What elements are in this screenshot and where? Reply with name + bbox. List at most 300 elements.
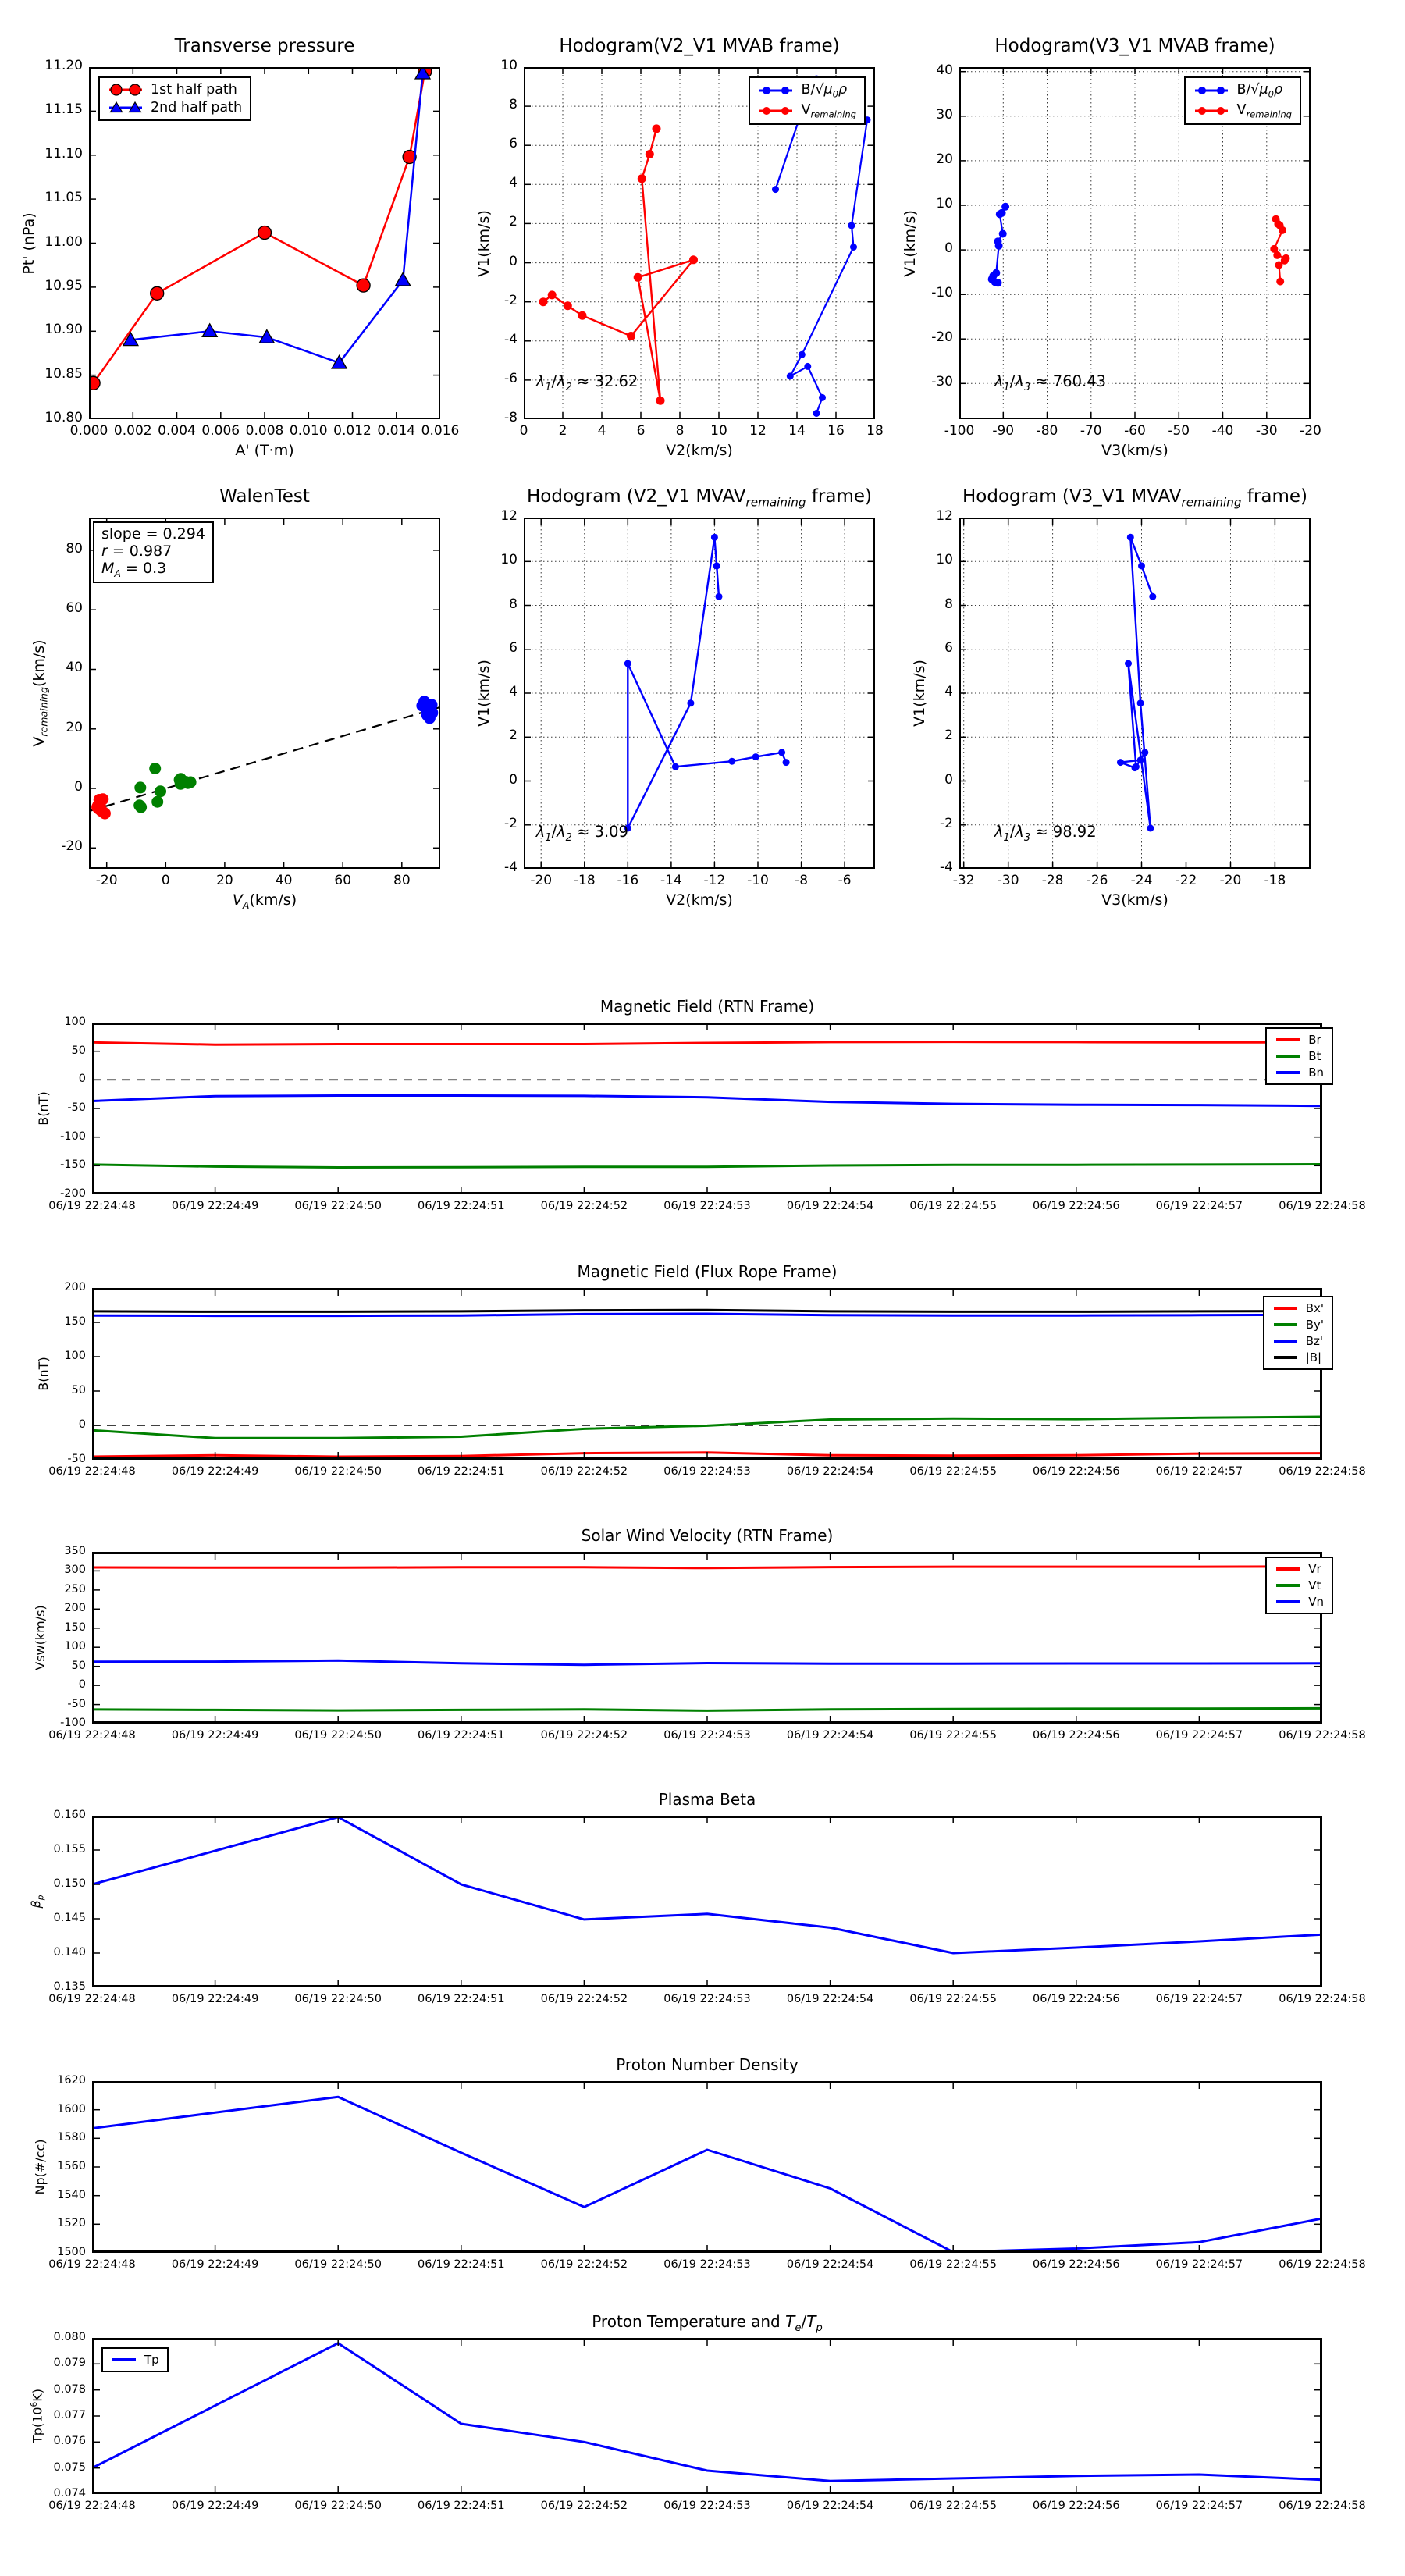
y-tick-label: 11.00 [44, 233, 83, 250]
legend-item [1275, 1578, 1324, 1592]
legend-sample [1275, 1596, 1301, 1607]
y-tick-label: 100 [64, 1640, 86, 1653]
y-tick-label: 10 [500, 58, 518, 73]
x-tick-label: 20 [216, 873, 233, 888]
x-tick-label: 06/19 22:24:54 [786, 1729, 874, 1742]
x-tick-label: 0.016 [421, 423, 460, 439]
x-tick-label: 0 [519, 423, 528, 439]
legend-item-label: Br [1308, 1033, 1321, 1047]
hodogram-v2v1-mvav-plot-area [524, 518, 875, 869]
legend-item-label: Tp [144, 2353, 159, 2367]
y-tick-label: 0.080 [53, 2331, 86, 2343]
x-tick-label: 06/19 22:24:48 [48, 2500, 136, 2512]
hodogram-v3v1-mvab-ylabel: V1(km/s) [902, 209, 919, 277]
hodogram-v3v1-mvav-title: Hodogram (V3_V1 $MVAV_{remaining}$ frame) [962, 486, 1307, 510]
y-tick-label: -6 [504, 370, 518, 386]
y-tick-label: 10 [936, 195, 953, 212]
x-tick-label: 06/19 22:24:52 [540, 1465, 628, 1478]
vsw-rtn-ylabel: Vsw(km/s) [32, 1605, 48, 1670]
y-tick-label: 0 [944, 240, 953, 257]
y-tick-label: 300 [64, 1564, 86, 1577]
legend-sample [1272, 1319, 1299, 1330]
y-tick-label: 50 [71, 1044, 86, 1057]
y-tick-label: 0.155 [53, 1843, 86, 1856]
y-tick-label: 6 [509, 639, 518, 656]
x-tick-label: 06/19 22:24:58 [1279, 2500, 1366, 2512]
walen-test-infobox [93, 521, 214, 583]
legend-item [758, 102, 856, 120]
infobox-line: slope = 0.294 [101, 525, 205, 543]
y-tick-label: 0.077 [53, 2409, 86, 2421]
y-tick-label: 6 [944, 639, 953, 656]
y-tick-label: 0 [78, 1678, 86, 1692]
y-tick-label: 4 [509, 684, 518, 699]
x-tick-label: 06/19 22:24:49 [171, 2500, 259, 2512]
x-tick-label: -16 [617, 873, 639, 888]
y-tick-label: 0 [944, 771, 953, 788]
x-tick-label: 06/19 22:24:54 [786, 2500, 874, 2512]
x-tick-label: -8 [795, 873, 809, 888]
x-tick-label: 0.002 [113, 423, 152, 439]
y-tick-label: -50 [67, 1101, 86, 1114]
x-tick-label: 0.010 [289, 423, 328, 439]
y-tick-label: -100 [60, 1130, 86, 1143]
x-tick-label: 06/19 22:24:56 [1033, 1465, 1120, 1478]
x-tick-label: 06/19 22:24:57 [1155, 2258, 1243, 2271]
x-tick-label: 80 [393, 873, 411, 888]
y-tick-label: 0.079 [53, 2357, 86, 2370]
proton-density-title: Proton Number Density [616, 2055, 799, 2074]
proton-temp-title: Proton Temperature and $T_e/T_p$ [592, 2312, 823, 2334]
series-br-line [92, 1042, 1322, 1045]
x-tick-label: 06/19 22:24:52 [540, 2500, 628, 2512]
legend-item [108, 100, 242, 116]
x-tick-label: -32 [952, 873, 975, 888]
series-vr-line [92, 1567, 1322, 1568]
y-tick-label: 11.20 [44, 58, 83, 73]
x-tick-label: 06/19 22:24:52 [540, 1200, 628, 1212]
series-tp-line [92, 2343, 1322, 2482]
legend-item-label: |B| [1305, 1350, 1322, 1364]
x-tick-label: -20 [530, 873, 553, 888]
x-tick-label: -50 [1168, 423, 1190, 439]
x-tick-label: 06/19 22:24:50 [294, 1729, 382, 1742]
x-tick-label: 06/19 22:24:51 [418, 1993, 505, 2005]
x-tick-label: 06/19 22:24:49 [171, 1993, 259, 2005]
legend-item [1272, 1301, 1324, 1315]
y-tick-label: 150 [64, 1315, 86, 1328]
y-tick-label: 40 [936, 62, 953, 78]
legend-item-label: By' [1305, 1318, 1324, 1332]
y-tick-label: 0.160 [53, 1809, 86, 1821]
y-tick-label: 30 [936, 106, 953, 123]
series-by-prime-line [92, 1417, 1322, 1438]
x-tick-label: 06/19 22:24:58 [1279, 1993, 1366, 2005]
x-tick-label: 06/19 22:24:55 [909, 2258, 997, 2271]
y-tick-label: 60 [66, 600, 83, 617]
legend-sample [111, 2354, 137, 2365]
y-tick-label: -2 [504, 292, 518, 308]
x-tick-label: -22 [1175, 873, 1197, 888]
x-tick-label: 18 [866, 423, 884, 439]
series-bn-line [92, 1096, 1322, 1106]
x-tick-label: -80 [1036, 423, 1058, 439]
x-tick-label: 06/19 22:24:54 [786, 1465, 874, 1478]
plasma-beta-ylabel: $\beta_p$ [28, 1895, 46, 1909]
x-tick-label: 06/19 22:24:56 [1033, 2500, 1120, 2512]
legend-item-label: $V_{remaining}$ [1236, 101, 1292, 119]
x-tick-label: 06/19 22:24:51 [418, 1465, 505, 1478]
legend-sample [1275, 1051, 1301, 1062]
legend-item [111, 2353, 159, 2367]
y-tick-label: 2 [509, 728, 518, 744]
x-tick-label: 06/19 22:24:50 [294, 2258, 382, 2271]
x-tick-label: 06/19 22:24:57 [1155, 1465, 1243, 1478]
x-tick-label: 06/19 22:24:51 [418, 2258, 505, 2271]
y-tick-label: 12 [500, 508, 518, 524]
annotation: $\lambda_1/\lambda_3 \approx 760.43$ [994, 372, 1107, 394]
x-tick-label: -12 [703, 873, 726, 888]
x-tick-label: -10 [747, 873, 769, 888]
b-rtn-legend [1265, 1027, 1333, 1085]
x-tick-label: 06/19 22:24:52 [540, 2258, 628, 2271]
x-tick-label: 06/19 22:24:50 [294, 2500, 382, 2512]
y-tick-label: 11.05 [44, 190, 83, 206]
proton-temp-legend [101, 2347, 169, 2372]
b-fluxrope-title: Magnetic Field (Flux Rope Frame) [577, 1262, 838, 1281]
legend-sample [758, 104, 794, 118]
x-tick-label: 06/19 22:24:53 [663, 2500, 751, 2512]
legend-item [1272, 1318, 1324, 1332]
x-tick-label: 06/19 22:24:53 [663, 1200, 751, 1212]
proton-density-ylabel: Np(#/cc) [32, 2139, 48, 2195]
x-tick-label: -6 [838, 873, 852, 888]
x-tick-label: 10 [710, 423, 727, 439]
annotation: $\lambda_1/\lambda_2 \approx 3.09$ [535, 822, 628, 844]
b-rtn-ylabel: B(nT) [35, 1091, 51, 1126]
x-tick-label: 06/19 22:24:57 [1155, 2500, 1243, 2512]
x-tick-label: 06/19 22:24:53 [663, 1993, 751, 2005]
y-tick-label: 1540 [57, 2188, 86, 2201]
x-tick-label: 06/19 22:24:56 [1033, 1993, 1120, 2005]
legend-item [758, 82, 856, 100]
hodogram-v3v1-mvav-ylabel: V1(km/s) [911, 660, 929, 727]
y-tick-label: 150 [64, 1621, 86, 1634]
infobox-line: $M_A = 0.3$ [101, 560, 167, 579]
y-tick-label: 11.10 [44, 145, 83, 162]
y-tick-label: 40 [66, 660, 83, 676]
y-tick-label: -2 [504, 815, 518, 831]
legend-item [1272, 1334, 1324, 1348]
y-tick-label: 0.075 [53, 2460, 86, 2474]
x-tick-label: 06/19 22:24:57 [1155, 1200, 1243, 1212]
annotation: $\lambda_1/\lambda_2 \approx 32.62$ [535, 372, 638, 394]
y-tick-label: -4 [504, 331, 518, 347]
y-tick-label: 1620 [57, 2074, 86, 2087]
y-tick-label: 0.135 [53, 1980, 86, 1993]
x-tick-label: 06/19 22:24:56 [1033, 2258, 1120, 2271]
legend-item-label: $V_{remaining}$ [801, 101, 856, 119]
y-tick-label: 0.076 [53, 2435, 86, 2448]
y-tick-label: 12 [936, 508, 953, 524]
y-tick-label: 1560 [57, 2160, 86, 2172]
x-tick-label: 0.006 [201, 423, 240, 439]
y-tick-label: 0 [78, 1418, 86, 1431]
series-cluster-blue-markers [416, 696, 438, 724]
y-tick-label: -20 [61, 838, 83, 855]
y-tick-label: 1520 [57, 2217, 86, 2230]
hodogram-v3v1-mvab-xlabel: V3(km/s) [1101, 442, 1168, 459]
series-vn-line [92, 1660, 1322, 1664]
x-tick-label: 2 [558, 423, 567, 439]
x-tick-label: -20 [1300, 423, 1321, 439]
series-beta-line [92, 1817, 1322, 1953]
legend-item-label: Vn [1308, 1595, 1324, 1609]
hodogram-v2v1-mvab-legend [749, 76, 866, 125]
y-tick-label: 0 [78, 1073, 86, 1086]
legend-sample [1272, 1352, 1299, 1363]
x-tick-label: 06/19 22:24:58 [1279, 2258, 1366, 2271]
y-tick-label: 10 [500, 552, 518, 568]
series-v-remaining-markers [539, 124, 699, 404]
y-tick-label: 10.95 [44, 277, 83, 294]
b-fluxrope-legend [1263, 1296, 1333, 1370]
x-tick-label: 12 [749, 423, 767, 439]
x-tick-label: -26 [1086, 873, 1108, 888]
y-tick-label: -8 [504, 410, 518, 425]
y-tick-label: 350 [64, 1545, 86, 1557]
y-tick-label: 6 [509, 136, 518, 152]
legend-item [1193, 102, 1292, 120]
y-tick-label: -200 [60, 1187, 86, 1200]
infobox-line: r = 0.987 [101, 543, 173, 560]
x-tick-label: 06/19 22:24:58 [1279, 1465, 1366, 1478]
x-tick-label: 06/19 22:24:49 [171, 1465, 259, 1478]
x-tick-label: 06/19 22:24:53 [663, 2258, 751, 2271]
legend-sample [108, 101, 144, 115]
y-tick-label: 80 [66, 540, 83, 557]
legend-item [1272, 1350, 1324, 1364]
legend-item-label: 2nd half path [151, 100, 243, 116]
y-tick-label: 10.85 [44, 365, 83, 382]
series-b-mag-line [92, 1310, 1322, 1311]
x-tick-label: 40 [275, 873, 293, 888]
legend-sample [1275, 1034, 1301, 1045]
y-tick-label: 1500 [57, 2246, 86, 2258]
x-tick-label: 06/19 22:24:48 [48, 2258, 136, 2271]
x-tick-label: 06/19 22:24:55 [909, 1200, 997, 1212]
x-tick-label: 06/19 22:24:58 [1279, 1200, 1366, 1212]
x-tick-label: 06/19 22:24:57 [1155, 1729, 1243, 1742]
series-bz-prime-line [92, 1314, 1322, 1316]
hodogram-v3v1-mvab-legend [1184, 76, 1301, 125]
y-tick-label: 100 [64, 1350, 86, 1362]
y-tick-label: 8 [509, 596, 518, 612]
x-tick-label: 0.000 [69, 423, 108, 439]
x-tick-label: 06/19 22:24:49 [171, 2258, 259, 2271]
x-tick-label: -100 [944, 423, 975, 439]
y-tick-label: 1600 [57, 2102, 86, 2115]
x-tick-label: -28 [1041, 873, 1064, 888]
legend-sample [758, 84, 794, 98]
transverse-pressure-title: Transverse pressure [174, 36, 355, 56]
x-tick-label: -40 [1211, 423, 1234, 439]
series-b-alfven-markers [988, 203, 1010, 287]
x-tick-label: 06/19 22:24:54 [786, 2258, 874, 2271]
series-b-alfven-markers [772, 76, 871, 418]
hodogram-v2v1-mvav-xlabel: V2(km/s) [666, 891, 733, 909]
y-tick-label: -20 [931, 329, 953, 346]
legend-item [1275, 1033, 1324, 1047]
x-tick-label: 6 [636, 423, 646, 439]
y-tick-label: 11.15 [44, 101, 83, 118]
x-tick-label: -70 [1080, 423, 1102, 439]
y-tick-label: -100 [60, 1717, 86, 1729]
legend-sample [108, 83, 144, 97]
plasma-beta-title: Plasma Beta [658, 1790, 756, 1809]
y-tick-label: 0.078 [53, 2382, 86, 2396]
legend-sample [1272, 1336, 1299, 1347]
legend-item [1193, 82, 1292, 100]
x-tick-label: -18 [1264, 873, 1286, 888]
proton-temp-plot-area [92, 2338, 1322, 2494]
legend-sample [1275, 1580, 1301, 1591]
y-tick-label: 2 [509, 214, 518, 230]
y-tick-label: 250 [64, 1582, 86, 1596]
y-tick-label: 200 [64, 1602, 86, 1615]
x-tick-label: 8 [675, 423, 685, 439]
x-tick-label: -20 [1219, 873, 1242, 888]
y-tick-label: 8 [944, 596, 953, 612]
y-tick-label: 20 [66, 719, 83, 735]
x-tick-label: 0.014 [377, 423, 416, 439]
legend-sample [1193, 84, 1229, 98]
x-tick-label: 06/19 22:24:48 [48, 1993, 136, 2005]
y-tick-label: 10 [936, 552, 953, 568]
legend-sample [1275, 1067, 1301, 1078]
y-tick-label: 0.150 [53, 1877, 86, 1890]
legend-sample [1272, 1303, 1299, 1314]
hodogram-v3v1-mvab-title: Hodogram(V3_V1 MVAB frame) [994, 36, 1275, 56]
legend-item [1275, 1562, 1324, 1576]
x-tick-label: 06/19 22:24:55 [909, 1729, 997, 1742]
y-tick-label: -4 [504, 859, 518, 875]
y-tick-label: 0.145 [53, 1912, 86, 1924]
hodogram-v2v1-mvav-ylabel: V1(km/s) [475, 660, 493, 727]
walen-test-title: WalenTest [219, 486, 310, 507]
series-bt-line [92, 1165, 1322, 1168]
x-tick-label: -30 [1255, 423, 1278, 439]
x-tick-label: 06/19 22:24:48 [48, 1465, 136, 1478]
hodogram-v2v1-mvab-title: Hodogram(V2_V1 MVAB frame) [559, 36, 840, 56]
y-tick-label: -10 [931, 285, 953, 301]
x-tick-label: 06/19 22:24:50 [294, 1465, 382, 1478]
legend-item [1275, 1049, 1324, 1063]
y-tick-label: 200 [64, 1281, 86, 1293]
hodogram-v2v1-mvab-xlabel: V2(km/s) [666, 442, 733, 459]
proton-density-plot-area [92, 2081, 1322, 2253]
series-vt-line [92, 1708, 1322, 1710]
x-tick-label: 06/19 22:24:55 [909, 1465, 997, 1478]
series-v-path-line [628, 537, 786, 828]
y-tick-label: 100 [64, 1016, 86, 1028]
x-tick-label: 16 [827, 423, 845, 439]
legend-item-label: Bz' [1305, 1334, 1323, 1348]
y-tick-label: 10.80 [44, 410, 83, 425]
vsw-rtn-plot-area [92, 1552, 1322, 1724]
x-tick-label: 06/19 22:24:52 [540, 1729, 628, 1742]
b-rtn-plot-area [92, 1023, 1322, 1194]
x-tick-label: 0 [161, 873, 170, 888]
x-tick-label: 06/19 22:24:54 [786, 1993, 874, 2005]
x-tick-label: 06/19 22:24:51 [418, 1729, 505, 1742]
series-v-remaining-line [543, 129, 694, 400]
walen-test-xlabel: $V_A(km/s)$ [232, 891, 297, 911]
x-tick-label: 06/19 22:24:55 [909, 2500, 997, 2512]
y-tick-label: 1580 [57, 2131, 86, 2144]
legend-item-label: 1st half path [151, 82, 237, 98]
legend-item-label: Vt [1308, 1578, 1321, 1592]
legend-item-label: Bx' [1305, 1301, 1324, 1315]
transverse-pressure-legend [98, 76, 251, 121]
x-tick-label: -90 [992, 423, 1015, 439]
hodogram-v2v1-mvab-ylabel: V1(km/s) [475, 209, 493, 277]
legend-item-label: $B/√\mu_0\rho$ [801, 82, 848, 100]
legend-item-label: Vr [1308, 1562, 1321, 1576]
x-tick-label: -30 [997, 873, 1019, 888]
x-tick-label: 0.004 [158, 423, 196, 439]
y-tick-label: 8 [509, 97, 518, 113]
x-tick-label: 06/19 22:24:48 [48, 1200, 136, 1212]
x-tick-label: 06/19 22:24:52 [540, 1993, 628, 2005]
series-np-line [92, 2097, 1322, 2252]
series-v-path-line [1121, 537, 1153, 828]
y-tick-label: 0 [509, 253, 518, 269]
y-tick-label: -50 [67, 1697, 86, 1710]
x-tick-label: 06/19 22:24:55 [909, 1993, 997, 2005]
x-tick-label: 06/19 22:24:49 [171, 1200, 259, 1212]
x-tick-label: -60 [1124, 423, 1146, 439]
x-tick-label: 06/19 22:24:56 [1033, 1729, 1120, 1742]
hodogram-v3v1-mvav-xlabel: V3(km/s) [1101, 891, 1168, 909]
x-tick-label: 06/19 22:24:49 [171, 1729, 259, 1742]
legend-item [1275, 1066, 1324, 1080]
x-tick-label: 06/19 22:24:53 [663, 1729, 751, 1742]
y-tick-label: 0 [509, 771, 518, 788]
transverse-pressure-xlabel: A' (T·m) [235, 442, 294, 459]
x-tick-label: 14 [788, 423, 806, 439]
y-tick-label: 2 [944, 728, 953, 744]
plasma-beta-plot-area [92, 1816, 1322, 1987]
series-fit-line-line [89, 707, 440, 811]
proton-temp-ylabel: $Tp(10^6K)$ [30, 2389, 45, 2443]
x-tick-label: 0.008 [245, 423, 284, 439]
series-cluster-green-markers [133, 763, 196, 813]
legend-item [108, 82, 242, 98]
y-tick-label: 4 [944, 684, 953, 699]
walen-test-ylabel: $V_{remaining}(km/s)$ [30, 639, 50, 747]
y-tick-label: 20 [936, 151, 953, 167]
y-tick-label: -30 [931, 374, 953, 390]
x-tick-label: 06/19 22:24:48 [48, 1729, 136, 1742]
legend-sample [1193, 104, 1229, 118]
y-tick-label: -150 [60, 1158, 86, 1172]
x-tick-label: 06/19 22:24:51 [418, 2500, 505, 2512]
y-tick-label: 0 [74, 779, 83, 795]
legend-sample [1275, 1564, 1301, 1574]
x-tick-label: 06/19 22:24:57 [1155, 1993, 1243, 2005]
x-tick-label: -14 [660, 873, 682, 888]
